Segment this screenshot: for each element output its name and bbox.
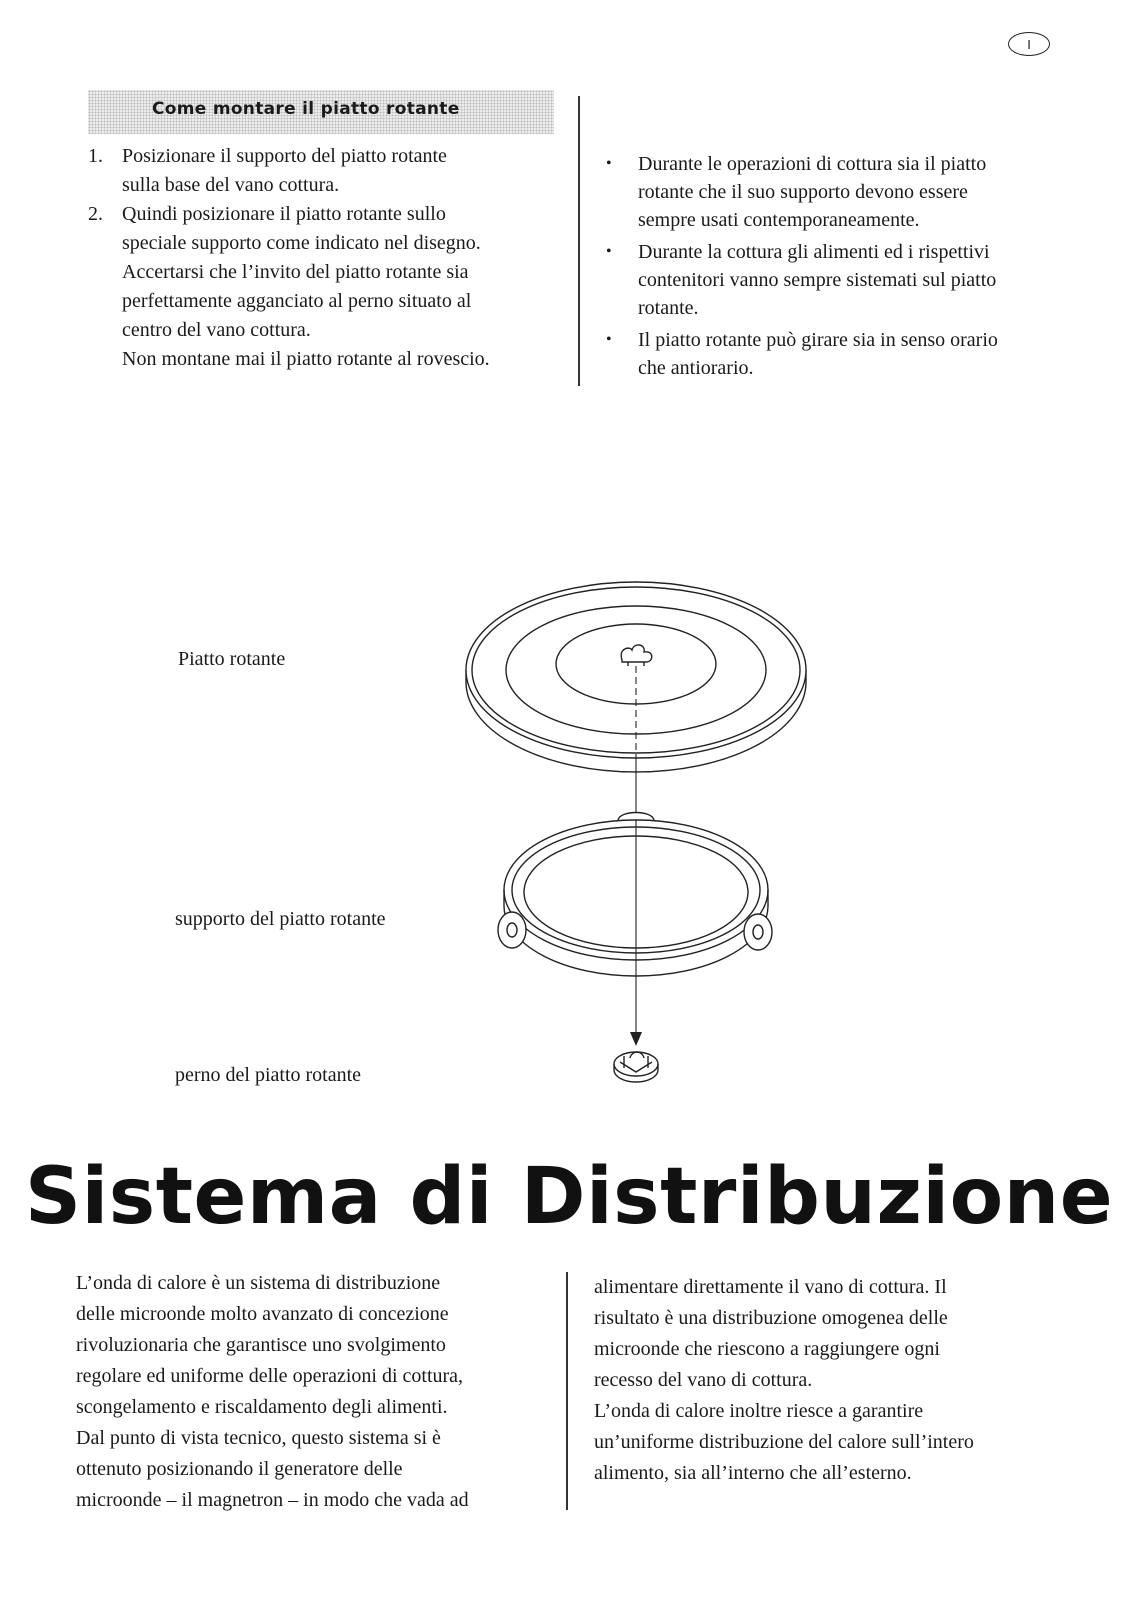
assembly-steps <box>88 142 558 374</box>
body-line: recesso del vano di cottura. <box>594 1369 813 1391</box>
step-line: Accertarsi che l’invito del piatto rotante sia <box>122 261 469 283</box>
note-item <box>604 238 1064 322</box>
body-line: delle microonde molto avanzato di concezione <box>76 1303 449 1325</box>
step-number: 1. <box>88 145 103 167</box>
step-item <box>88 200 558 374</box>
body-column-left <box>76 1268 546 1516</box>
note-line: Durante la cottura gli alimenti ed i rispettivi <box>638 241 990 263</box>
body-line: scongelamento e riscaldamento degli alimenti. <box>76 1396 448 1418</box>
note-line: sempre usati contemporaneamente. <box>638 209 920 231</box>
label-turntable-pin: perno del piatto rotante <box>175 1064 362 1086</box>
section-header <box>88 90 554 134</box>
body-line: un’uniforme distribuzione del calore sull’intero <box>594 1431 974 1453</box>
bullet-icon: • <box>606 155 612 172</box>
body-line: L’onda di calore è un sistema di distribuzione <box>76 1272 441 1294</box>
note-line: rotante che il suo supporto devono essere <box>638 181 968 203</box>
step-number: 2. <box>88 203 103 225</box>
column-divider <box>578 96 580 386</box>
page-title: Sistema di Distribuzione <box>24 1152 1114 1242</box>
usage-notes <box>604 150 1064 386</box>
note-line: rotante. <box>638 297 699 319</box>
body-line: microonde – il magnetron – in modo che vada ad <box>76 1489 469 1511</box>
body-line: ottenuto posizionando il generatore delle <box>76 1458 403 1480</box>
note-line: contenitori vanno sempre sistemati sul piatto <box>638 269 997 291</box>
label-turntable: Piatto rotante <box>178 648 286 670</box>
bullet-icon: • <box>606 331 612 348</box>
body-line: alimentare direttamente il vano di cottura. Il <box>594 1276 947 1298</box>
page-marker <box>1008 32 1050 56</box>
body-line: rivoluzionaria che garantisce uno svolgimento <box>76 1334 446 1356</box>
bullet-icon: • <box>606 243 612 260</box>
step-line: sulla base del vano cottura. <box>122 174 340 196</box>
note-item <box>604 326 1064 382</box>
body-line: microonde che riescono a raggiungere ogni <box>594 1338 940 1360</box>
page-marker-label: I <box>1027 36 1031 52</box>
turntable-support-drawing <box>498 813 772 977</box>
section-header-title: Come montare il piatto rotante <box>152 99 460 119</box>
note-line: Durante le operazioni di cottura sia il piatto <box>638 153 987 175</box>
turntable-pin-drawing <box>614 1052 658 1082</box>
body-line: L’onda di calore inoltre riesce a garantire <box>594 1400 924 1422</box>
step-line: perfettamente agganciato al perno situato al <box>122 290 472 312</box>
step-line: Non montane mai il piatto rotante al rovescio. <box>122 348 490 370</box>
body-column-right <box>594 1272 1054 1489</box>
note-item <box>604 150 1064 234</box>
column-divider <box>566 1272 568 1510</box>
note-line: Il piatto rotante può girare sia in senso orario <box>638 329 998 351</box>
turntable-assembly-diagram <box>460 570 820 1110</box>
step-line: speciale supporto come indicato nel disegno. <box>122 232 481 254</box>
note-line: che antiorario. <box>638 357 754 379</box>
step-line: Quindi posizionare il piatto rotante sullo <box>122 203 446 225</box>
step-line: centro del vano cottura. <box>122 319 311 341</box>
step-item <box>88 142 558 200</box>
step-line: Posizionare il supporto del piatto rotante <box>122 145 447 167</box>
body-line: regolare ed uniforme delle operazioni di cottura, <box>76 1365 464 1387</box>
body-line: Dal punto di vista tecnico, questo sistema si è <box>76 1427 441 1449</box>
body-line: risultato è una distribuzione omogenea delle <box>594 1307 948 1329</box>
body-line: alimento, sia all’interno che all’esterno. <box>594 1462 912 1484</box>
label-turntable-support: supporto del piatto rotante <box>175 908 386 930</box>
